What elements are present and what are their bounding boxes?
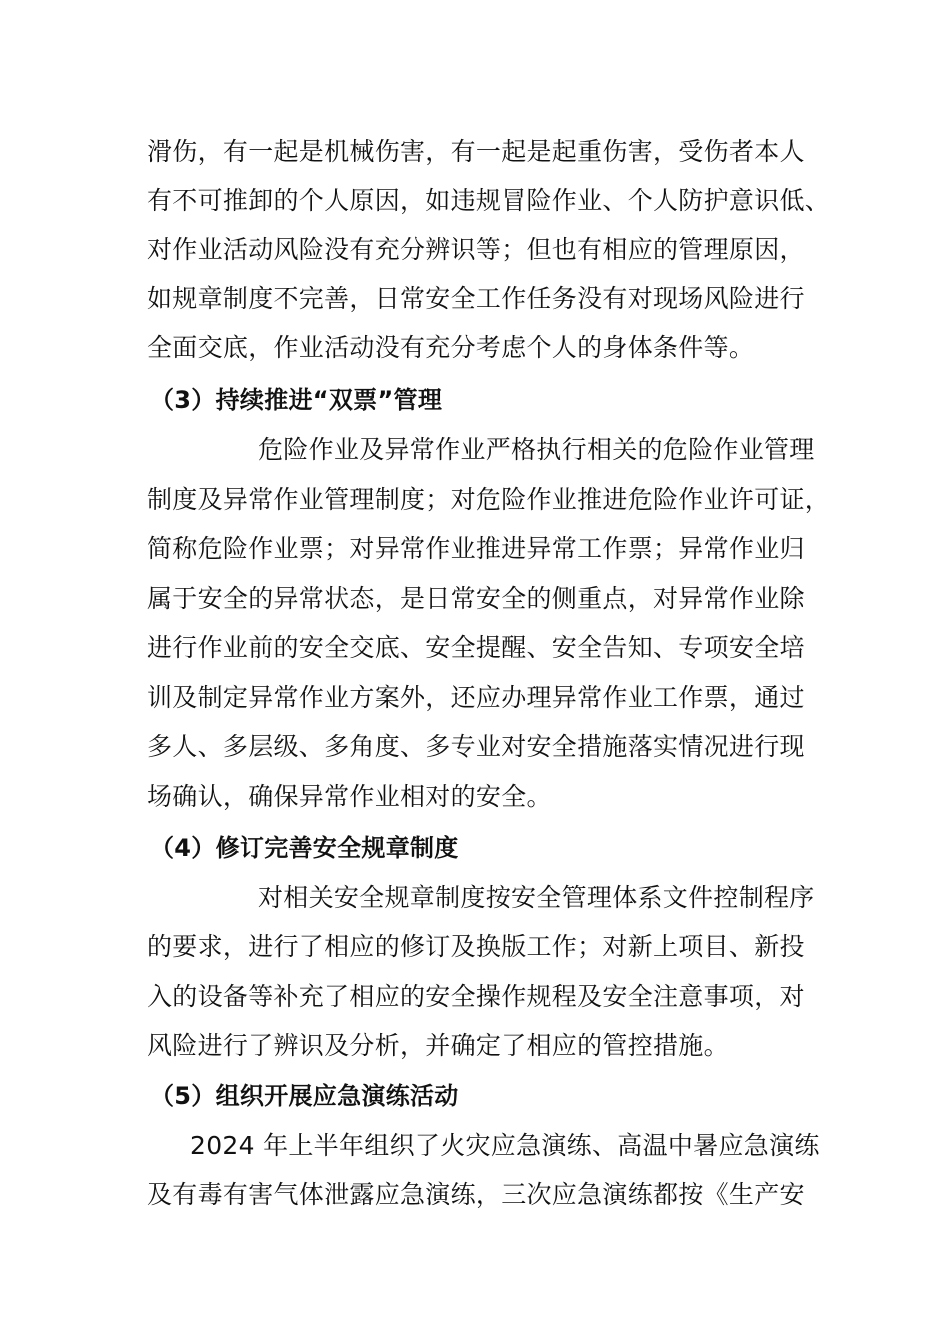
paragraph-line: 简称危险作业票；对异常作业推进异常工作票；异常作业归	[147, 534, 805, 563]
paragraph-line: 进行作业前的安全交底、安全提醒、安全告知、专项安全培	[147, 633, 805, 662]
paragraph-line: 制度及异常作业管理制度；对危险作业推进危险作业许可证，	[147, 485, 831, 514]
paragraph-line: 属于安全的异常状态，是日常安全的侧重点，对异常作业除	[147, 584, 805, 613]
paragraph-line: 训及制定异常作业方案外，还应办理异常作业工作票，通过	[147, 683, 805, 712]
paragraph-line: 入的设备等补充了相应的安全操作规程及安全注意事项，对	[147, 982, 805, 1011]
paragraph-line: 2024 年上半年组织了火灾应急演练、高温中暑应急演练	[190, 1131, 820, 1160]
paragraph-line: 的要求，进行了相应的修订及换版工作；对新上项目、新投	[147, 932, 805, 961]
paragraph-line: 对相关安全规章制度按安全管理体系文件控制程序	[258, 883, 815, 912]
paragraph-line: 滑伤，有一起是机械伤害，有一起是起重伤害，受伤者本人	[147, 137, 805, 166]
paragraph-line: 场确认，确保异常作业相对的安全。	[147, 782, 552, 811]
paragraph-line: 危险作业及异常作业严格执行相关的危险作业管理	[258, 435, 815, 464]
paragraph-line: 如规章制度不完善，日常安全工作任务没有对现场风险进行	[147, 284, 805, 313]
paragraph-line: 全面交底，作业活动没有充分考虑个人的身体条件等。	[147, 333, 755, 362]
paragraph-line: 及有毒有害气体泄露应急演练，三次应急演练都按《生产安	[147, 1180, 805, 1209]
section-heading-5: （5）组织开展应急演练活动	[150, 1082, 459, 1110]
paragraph-line: 风险进行了辨识及分析，并确定了相应的管控措施。	[147, 1031, 729, 1060]
section-heading-3: （3）持续推进“双票”管理	[150, 386, 443, 414]
paragraph-line: 多人、多层级、多角度、多专业对安全措施落实情况进行现	[147, 732, 805, 761]
paragraph-line: 对作业活动风险没有充分辨识等；但也有相应的管理原因，	[147, 235, 805, 264]
section-heading-4: （4）修订完善安全规章制度	[150, 834, 459, 862]
paragraph-line: 有不可推卸的个人原因，如违规冒险作业、个人防护意识低、	[147, 186, 831, 215]
